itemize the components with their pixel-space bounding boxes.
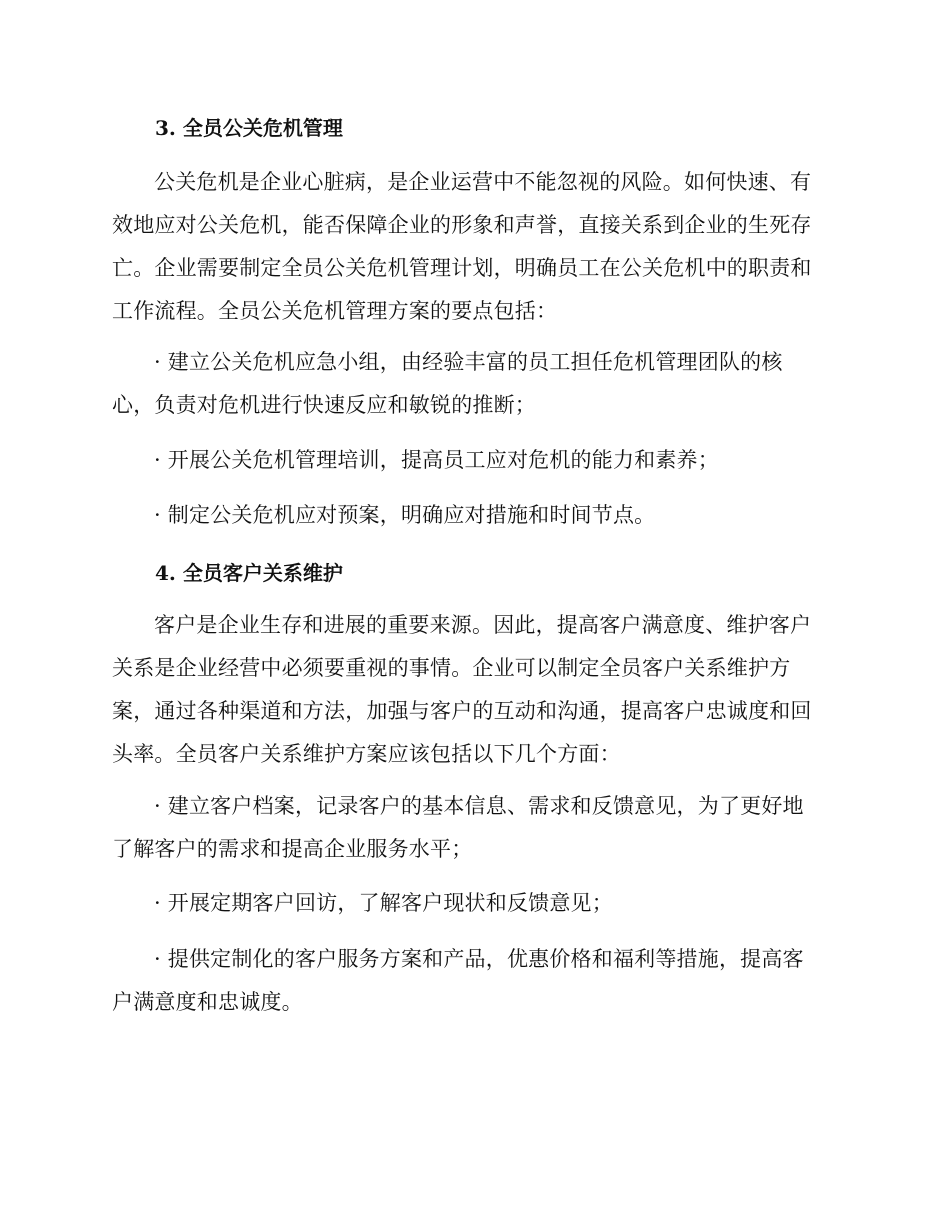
bullet-line: 了解客户的需求和提高企业服务水平；	[112, 837, 473, 861]
bullet-line: 心，负责对危机进行快速反应和敏锐的推断；	[112, 393, 536, 417]
paragraph-line: 公关危机是企业心脏病，是企业运营中不能忽视的风险。如何快速、有	[154, 170, 812, 194]
paragraph-line: 关系是企业经营中必须要重视的事情。企业可以制定全员客户关系维护方	[112, 656, 791, 680]
section-3-heading: 3. 全员公关危机管理	[155, 116, 343, 140]
paragraph-line: 亡。企业需要制定全员公关危机管理计划，明确员工在公关危机中的职责和	[112, 256, 812, 280]
bullet-line: · 开展定期客户回访，了解客户现状和反馈意见；	[154, 891, 613, 915]
paragraph-line: 工作流程。全员公关危机管理方案的要点包括：	[112, 299, 558, 323]
section-3-bullet-3	[112, 494, 832, 537]
bullet-line: 户满意度和忠诚度。	[112, 990, 303, 1014]
section-4-paragraph	[112, 604, 832, 776]
bullet-line: · 提供定制化的客户服务方案和产品，优惠价格和福利等措施，提高客	[154, 947, 804, 971]
section-3-bullet-2	[112, 439, 832, 482]
section-4-heading-wrap	[155, 559, 875, 587]
section-4-bullet-2	[112, 882, 832, 925]
paragraph-line: 效地应对公关危机，能否保障企业的形象和声誉，直接关系到企业的生死存	[112, 213, 812, 237]
bullet-line: · 建立客户档案，记录客户的基本信息、需求和反馈意见，为了更好地	[154, 794, 804, 818]
section-3-bullet-1	[112, 341, 832, 427]
paragraph-line: 案，通过各种渠道和方法，加强与客户的互动和沟通，提高客户忠诚度和回	[112, 699, 812, 723]
bullet-line: · 制定公关危机应对预案，明确应对措施和时间节点。	[154, 503, 656, 527]
paragraph-line: 头率。全员客户关系维护方案应该包括以下几个方面：	[112, 742, 621, 766]
section-4-bullet-3	[112, 938, 832, 1024]
bullet-line: · 开展公关危机管理培训，提高员工应对危机的能力和素养；	[154, 448, 719, 472]
section-4-heading: 4. 全员客户关系维护	[155, 561, 343, 585]
paragraph-line: 客户是企业生存和进展的重要来源。因此，提高客户满意度、维护客户	[154, 613, 812, 637]
section-4-bullet-1	[112, 785, 832, 871]
bullet-line: · 建立公关危机应急小组，由经验丰富的员工担任危机管理团队的核	[154, 350, 783, 374]
section-3-paragraph	[112, 161, 832, 333]
section-3-heading-wrap	[155, 114, 875, 142]
